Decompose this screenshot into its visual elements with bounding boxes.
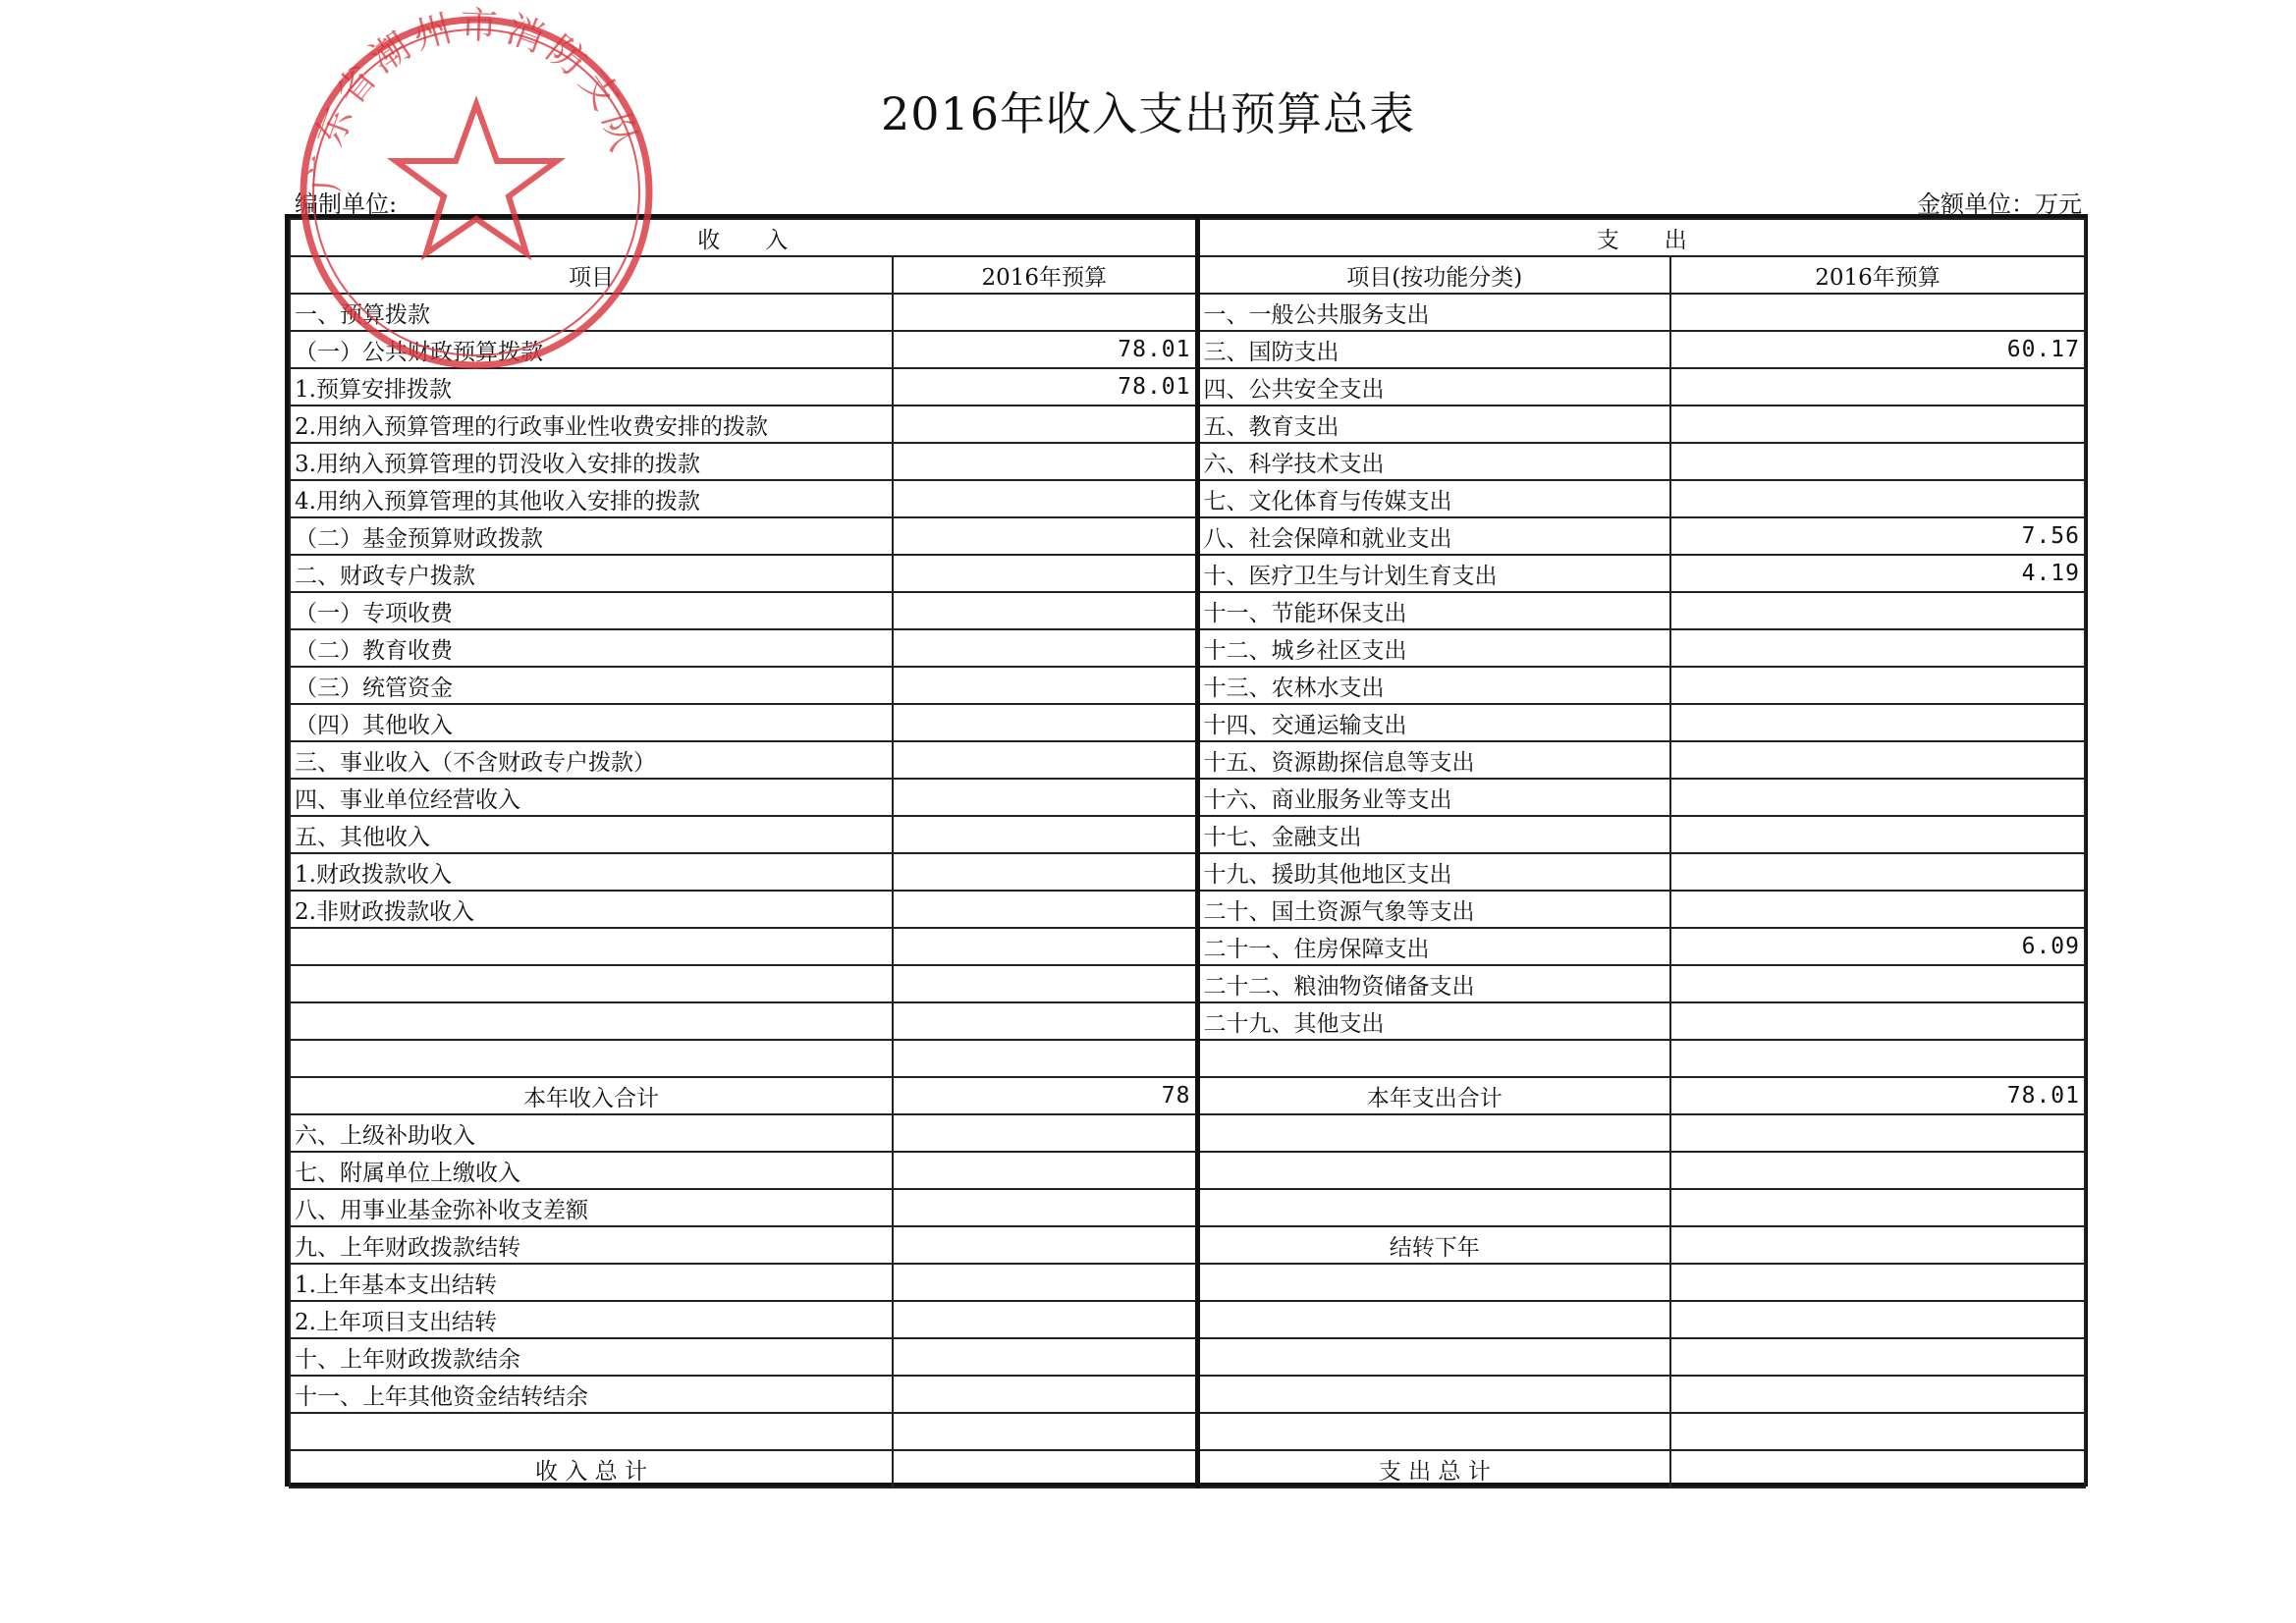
expense-item-cell: 十二、城乡社区支出 (1197, 629, 1670, 667)
income-item-cell: 四、事业单位经营收入 (290, 779, 893, 816)
income-item-cell: （二）基金预算财政拨款 (290, 517, 893, 555)
income-item-cell: 1.上年基本支出结转 (290, 1264, 893, 1301)
income-item-cell (290, 1040, 893, 1077)
table-row (290, 1189, 2085, 1226)
income-budget-cell (893, 592, 1197, 629)
table-row (290, 853, 2085, 891)
expense-budget-cell: 4.19 (1670, 555, 2085, 592)
income-budget-cell (893, 1338, 1197, 1376)
expense-budget-cell (1670, 1040, 2085, 1077)
income-item-cell: 九、上年财政拨款结转 (290, 1226, 893, 1264)
expense-budget-cell (1670, 853, 2085, 891)
income-item-cell: 五、其他收入 (290, 816, 893, 853)
expense-item-cell: 十、医疗卫生与计划生育支出 (1197, 555, 1670, 592)
expense-item-cell: 十一、节能环保支出 (1197, 592, 1670, 629)
expense-budget-cell (1670, 592, 2085, 629)
income-item-header: 项目 (290, 256, 893, 294)
table-row (290, 368, 2085, 406)
expense-budget-cell (1670, 629, 2085, 667)
table-row (290, 741, 2085, 779)
expense-item-cell: 六、科学技术支出 (1197, 443, 1670, 480)
income-item-cell: 八、用事业基金弥补收支差额 (290, 1189, 893, 1226)
expense-budget-cell (1670, 704, 2085, 741)
income-budget-cell (893, 1264, 1197, 1301)
expense-item-cell: 支 出 总 计 (1197, 1450, 1670, 1488)
column-header-row (290, 256, 2085, 294)
expense-budget-cell (1670, 741, 2085, 779)
income-budget-cell (893, 1450, 1197, 1488)
income-budget-cell: 78.01 (893, 368, 1197, 406)
table-row (290, 1077, 2085, 1114)
income-budget-cell: 78.01 (893, 331, 1197, 368)
expense-item-cell (1197, 1301, 1670, 1338)
table-row (290, 1338, 2085, 1376)
income-budget-cell (893, 1040, 1197, 1077)
income-budget-cell (893, 443, 1197, 480)
income-budget-header: 2016年预算 (893, 256, 1197, 294)
income-budget-cell (893, 891, 1197, 928)
expense-budget-cell (1670, 779, 2085, 816)
income-budget-cell (893, 1189, 1197, 1226)
income-budget-cell (893, 779, 1197, 816)
income-item-cell: （二）教育收费 (290, 629, 893, 667)
income-budget-cell (893, 629, 1197, 667)
expense-item-cell: 七、文化体育与传媒支出 (1197, 480, 1670, 517)
section-header-row (290, 219, 2085, 256)
income-item-cell (290, 1002, 893, 1040)
table-row (290, 1301, 2085, 1338)
income-item-cell: （一）公共财政预算拨款 (290, 331, 893, 368)
income-budget-cell (893, 1002, 1197, 1040)
table-row (290, 555, 2085, 592)
table-row (290, 331, 2085, 368)
income-item-cell: 2.上年项目支出结转 (290, 1301, 893, 1338)
expense-budget-cell (1670, 1301, 2085, 1338)
expense-item-header: 项目(按功能分类) (1197, 256, 1670, 294)
income-item-cell (290, 965, 893, 1002)
income-item-cell: 十、上年财政拨款结余 (290, 1338, 893, 1376)
expense-budget-cell: 60.17 (1670, 331, 2085, 368)
income-item-cell: 二、财政专户拨款 (290, 555, 893, 592)
table-row (290, 629, 2085, 667)
expense-budget-cell (1670, 1413, 2085, 1450)
expense-budget-cell (1670, 965, 2085, 1002)
table-row (290, 1226, 2085, 1264)
income-budget-cell (893, 853, 1197, 891)
expense-budget-cell (1670, 667, 2085, 704)
income-item-cell: 三、事业收入（不含财政专户拨款） (290, 741, 893, 779)
income-item-cell: 1.预算安排拨款 (290, 368, 893, 406)
expense-section-header: 支 出 (1197, 219, 2085, 256)
income-budget-cell (893, 1152, 1197, 1189)
expense-budget-cell (1670, 294, 2085, 331)
table-row (290, 406, 2085, 443)
expense-budget-cell (1670, 480, 2085, 517)
budget-table-frame (285, 214, 2088, 1487)
income-item-cell (290, 1413, 893, 1450)
income-item-cell: 2.用纳入预算管理的行政事业性收费安排的拨款 (290, 406, 893, 443)
expense-item-cell: 三、国防支出 (1197, 331, 1670, 368)
income-item-cell: （四）其他收入 (290, 704, 893, 741)
expense-budget-cell (1670, 1226, 2085, 1264)
expense-budget-cell (1670, 1189, 2085, 1226)
income-item-cell: 六、上级补助收入 (290, 1114, 893, 1152)
income-budget-cell (893, 1301, 1197, 1338)
income-item-cell: 十一、上年其他资金结转结余 (290, 1376, 893, 1413)
table-row (290, 1152, 2085, 1189)
income-item-cell: 七、附属单位上缴收入 (290, 1152, 893, 1189)
expense-budget-cell: 6.09 (1670, 928, 2085, 965)
expense-budget-cell: 7.56 (1670, 517, 2085, 555)
table-row (290, 928, 2085, 965)
income-budget-cell (893, 816, 1197, 853)
income-budget-cell (893, 555, 1197, 592)
expense-item-cell: 结转下年 (1197, 1226, 1670, 1264)
expense-item-cell (1197, 1040, 1670, 1077)
expense-item-cell: 八、社会保障和就业支出 (1197, 517, 1670, 555)
income-item-cell (290, 928, 893, 965)
income-item-cell: 2.非财政拨款收入 (290, 891, 893, 928)
expense-item-cell (1197, 1338, 1670, 1376)
expense-item-cell: 十五、资源勘探信息等支出 (1197, 741, 1670, 779)
table-row (290, 1450, 2085, 1488)
expense-budget-cell (1670, 368, 2085, 406)
income-item-cell: 收 入 总 计 (290, 1450, 893, 1488)
expense-budget-cell (1670, 1002, 2085, 1040)
expense-item-cell (1197, 1189, 1670, 1226)
expense-budget-cell (1670, 1450, 2085, 1488)
expense-budget-cell (1670, 1376, 2085, 1413)
income-budget-cell (893, 406, 1197, 443)
table-row (290, 294, 2085, 331)
expense-item-cell: 十六、商业服务业等支出 (1197, 779, 1670, 816)
expense-budget-cell (1670, 406, 2085, 443)
amount-unit-label: 金额单位：万元 (1917, 190, 2082, 218)
expense-budget-cell (1670, 443, 2085, 480)
expense-item-cell (1197, 1376, 1670, 1413)
org-label: 编制单位: (295, 190, 398, 218)
table-row (290, 704, 2085, 741)
table-row (290, 891, 2085, 928)
expense-budget-cell (1670, 1114, 2085, 1152)
table-row (290, 443, 2085, 480)
page-title: 2016年收入支出预算总表 (880, 87, 1416, 140)
expense-budget-cell (1670, 816, 2085, 853)
table-row (290, 1040, 2085, 1077)
income-item-cell: 一、预算拨款 (290, 294, 893, 331)
expense-item-cell: 四、公共安全支出 (1197, 368, 1670, 406)
expense-budget-cell (1670, 1338, 2085, 1376)
expense-budget-cell: 78.01 (1670, 1077, 2085, 1114)
income-budget-cell (893, 928, 1197, 965)
income-budget-cell (893, 704, 1197, 741)
expense-item-cell: 二十二、粮油物资储备支出 (1197, 965, 1670, 1002)
table-row (290, 1413, 2085, 1450)
income-item-cell: 4.用纳入预算管理的其他收入安排的拨款 (290, 480, 893, 517)
income-budget-cell (893, 1376, 1197, 1413)
table-row (290, 1264, 2085, 1301)
table-row (290, 1114, 2085, 1152)
income-section-header: 收 入 (290, 219, 1197, 256)
expense-item-cell: 十四、交通运输支出 (1197, 704, 1670, 741)
table-row (290, 480, 2085, 517)
income-budget-cell (893, 965, 1197, 1002)
table-row (290, 965, 2085, 1002)
expense-item-cell (1197, 1413, 1670, 1450)
expense-item-cell: 一、一般公共服务支出 (1197, 294, 1670, 331)
expense-item-cell: 十九、援助其他地区支出 (1197, 853, 1670, 891)
budget-table (289, 218, 2086, 1488)
expense-item-cell (1197, 1114, 1670, 1152)
expense-item-cell: 十七、金融支出 (1197, 816, 1670, 853)
table-row (290, 517, 2085, 555)
expense-item-cell: 十三、农林水支出 (1197, 667, 1670, 704)
income-budget-cell (893, 517, 1197, 555)
table-row (290, 1002, 2085, 1040)
income-item-cell: （三）统管资金 (290, 667, 893, 704)
expense-item-cell: 本年支出合计 (1197, 1077, 1670, 1114)
income-budget-cell (893, 480, 1197, 517)
expense-budget-header: 2016年预算 (1670, 256, 2085, 294)
income-budget-cell (893, 1413, 1197, 1450)
expense-budget-cell (1670, 1152, 2085, 1189)
expense-budget-cell (1670, 891, 2085, 928)
income-budget-cell: 78 (893, 1077, 1197, 1114)
expense-item-cell: 五、教育支出 (1197, 406, 1670, 443)
table-row (290, 667, 2085, 704)
income-item-cell: 1.财政拨款收入 (290, 853, 893, 891)
table-row (290, 779, 2085, 816)
table-row (290, 816, 2085, 853)
income-item-cell: 3.用纳入预算管理的罚没收入安排的拨款 (290, 443, 893, 480)
income-budget-cell (893, 294, 1197, 331)
expense-item-cell: 二十、国土资源气象等支出 (1197, 891, 1670, 928)
expense-item-cell: 二十一、住房保障支出 (1197, 928, 1670, 965)
income-budget-cell (893, 1226, 1197, 1264)
expense-item-cell: 二十九、其他支出 (1197, 1002, 1670, 1040)
income-budget-cell (893, 741, 1197, 779)
expense-item-cell (1197, 1264, 1670, 1301)
income-item-cell: 本年收入合计 (290, 1077, 893, 1114)
income-budget-cell (893, 667, 1197, 704)
income-budget-cell (893, 1114, 1197, 1152)
income-item-cell: （一）专项收费 (290, 592, 893, 629)
seal-text: 广东省潮州市消防支队 (303, 6, 648, 193)
table-row (290, 1376, 2085, 1413)
table-row (290, 592, 2085, 629)
expense-item-cell (1197, 1152, 1670, 1189)
expense-budget-cell (1670, 1264, 2085, 1301)
